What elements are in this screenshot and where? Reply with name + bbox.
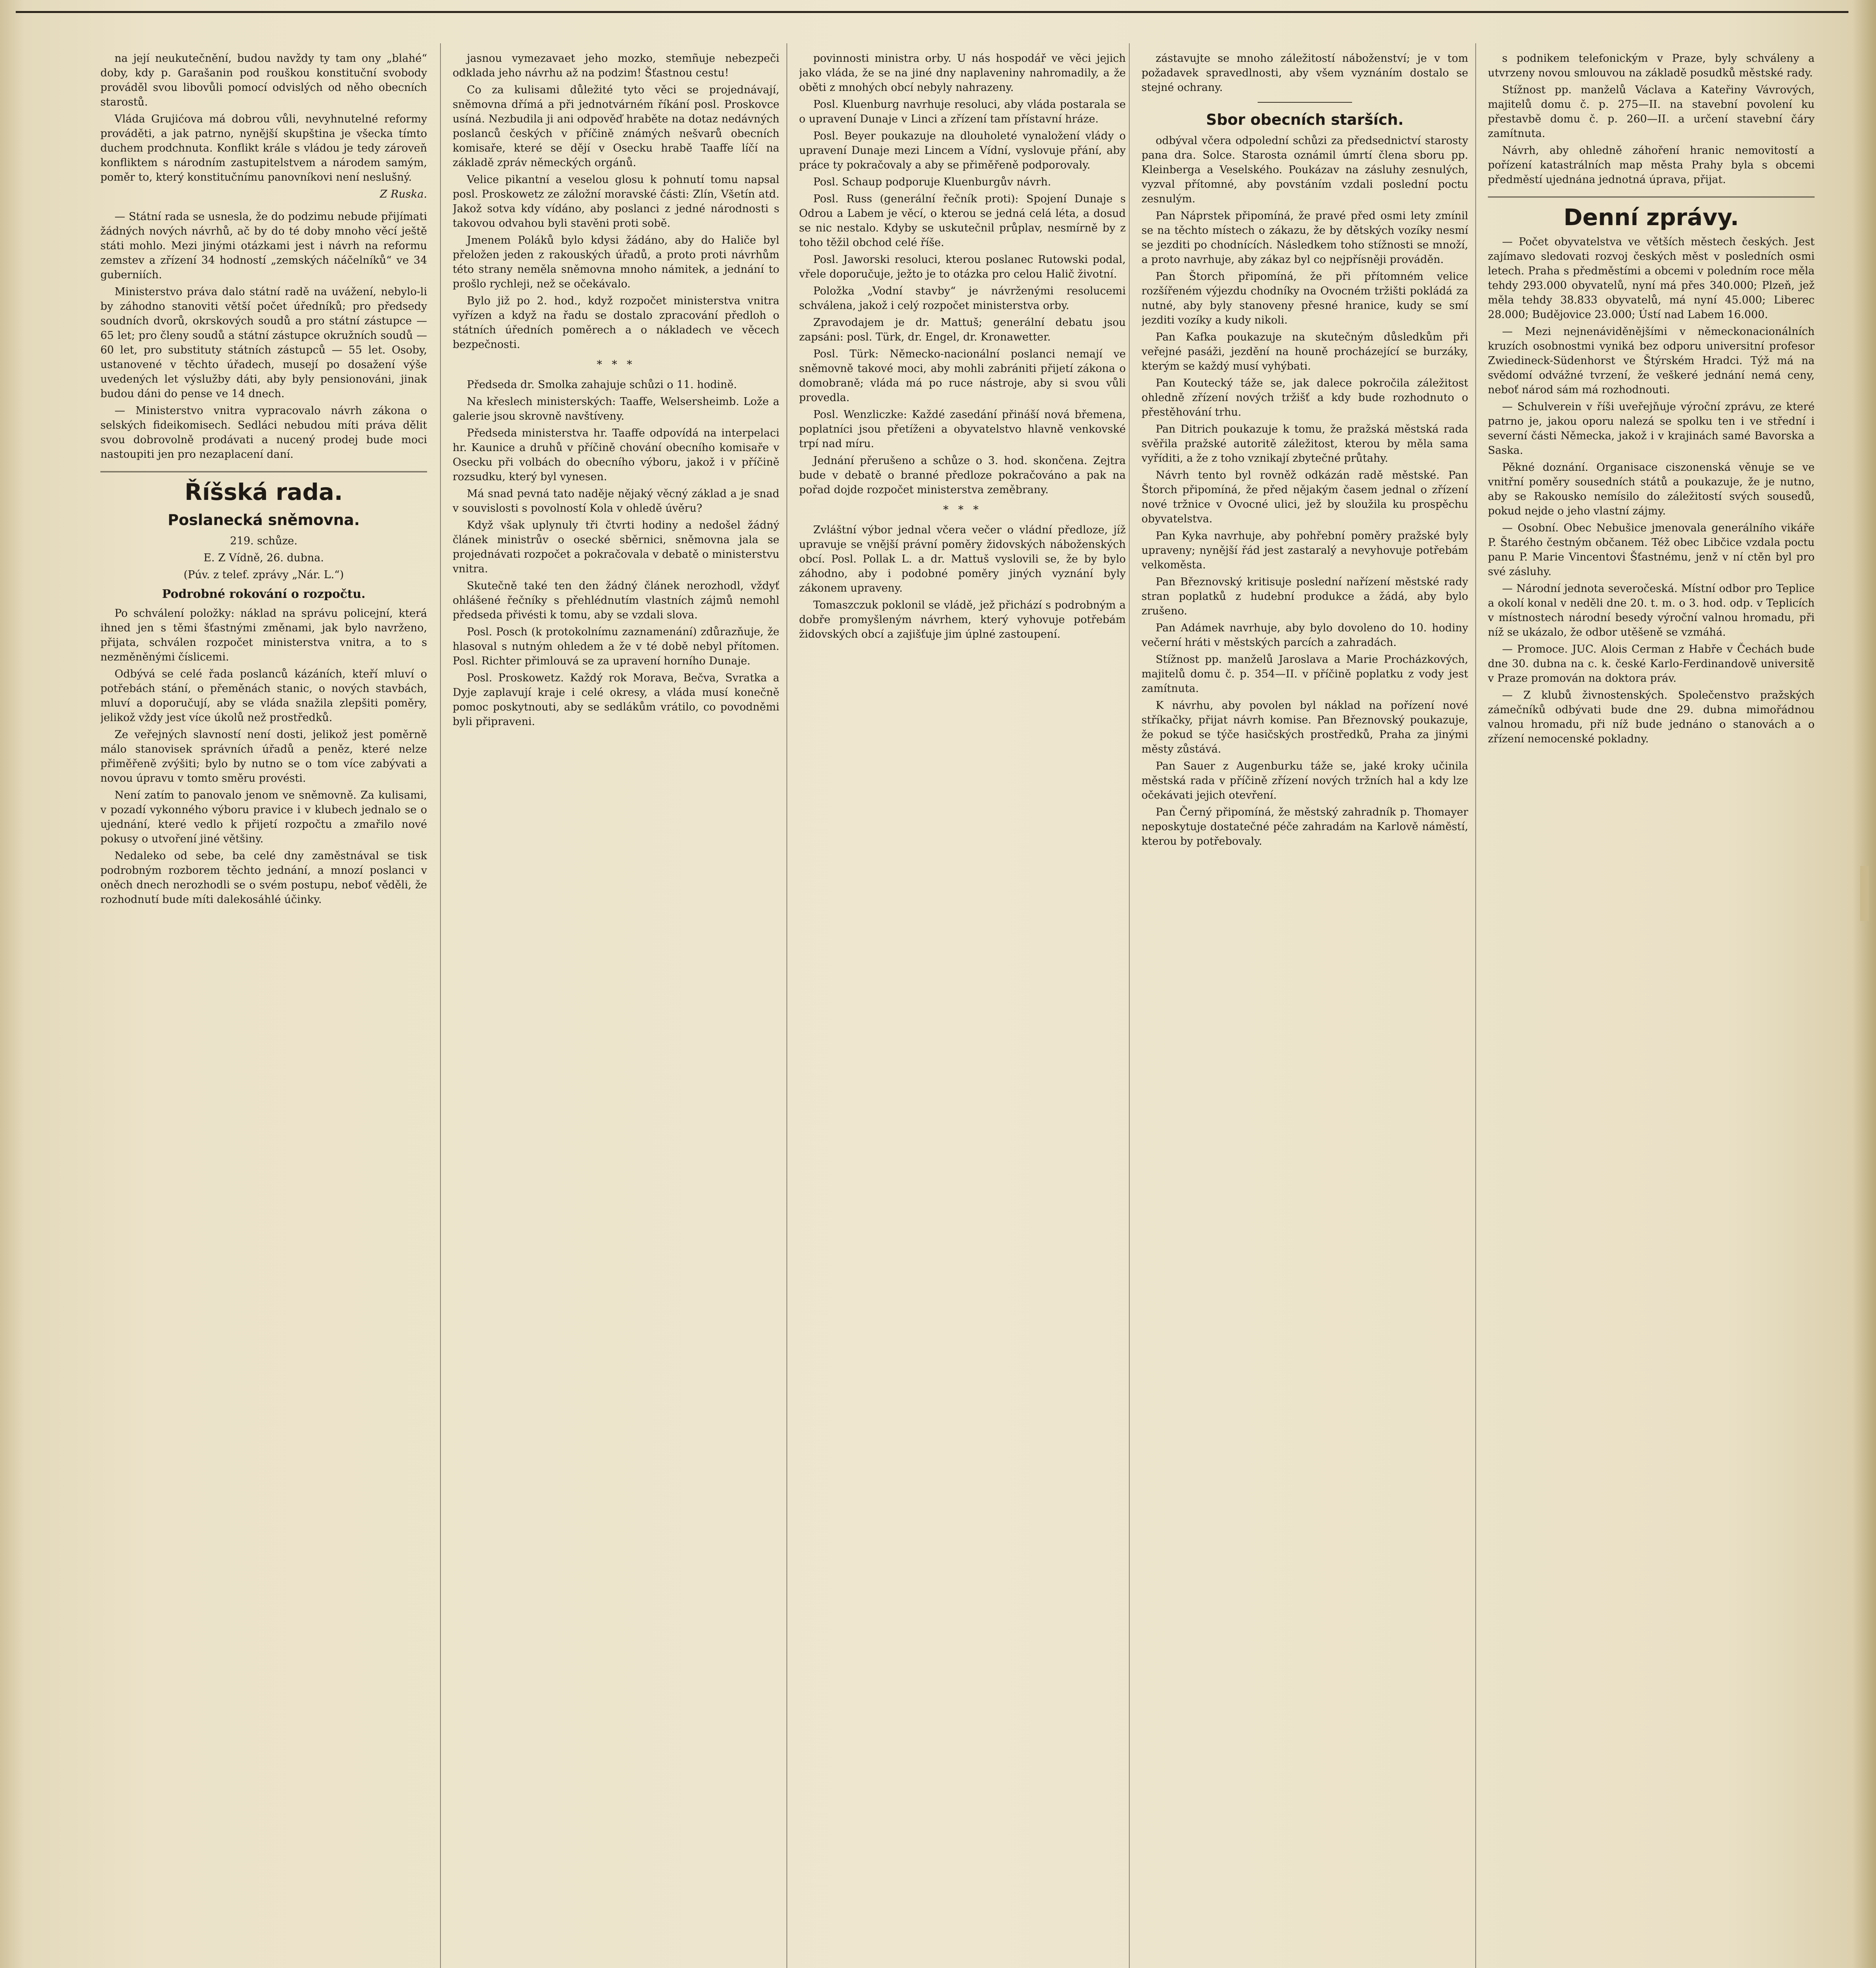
paragraph: jasnou vymezavaet jeho mozko, stemñuje nebezpeči odklada jeho návrhu až na podzim! Šťastnou cestu!	[453, 52, 779, 79]
paragraph: — Počet obyvatelstva ve větších městech českých. Jest zajímavo sledovati rozvoj českých měst v posledních osmi letech. Praha s předměstími a obcemi v poledním roce měla tehdy 293.000 obyvatelů, nyní má přes 340.000; Plzeň, jež měla tehdy 38.833 obyvatelů, má nyní 45.000; Liberec 28.000; Budějovice 23.000; Ústí nad Labem 16.000.	[1488, 236, 1815, 321]
column-3	[799, 51, 1126, 1968]
paragraph: Má snad pevná tato naděje nějaký věcný základ a je snad v souvislosti s povolností Kola v ohledě úvěru?	[453, 488, 779, 514]
paragraph: zástavujte se mnoho záležitostí náboženství; je v tom požadavek spravedlnosti, aby všem vyznáním dostalo se stejné ochrany.	[1142, 52, 1468, 94]
paragraph: Jednání přerušeno a schůze o 3. hod. skončena. Zejtra bude v debatě o branné předloze pokračováno a pak na pořad dojde rozpočet ministerstva zeměbrany.	[799, 455, 1126, 496]
paragraph: Co za kulisami důležité tyto věci se projednávají, sněmovna dřímá a při jednotvárném říkání posl. Proskovce usíná. Nezbudila ji ani odpověď hraběte na dotaz nedávných poslanců českých v příčině známých nešvarů obecních komisaře, které se dějí v Osecku hrabě Taaffe líčí na základě zpráv německých orgánů.	[453, 84, 779, 169]
section-rule	[1258, 102, 1352, 103]
section-title: Sbor obecních starších.	[1206, 111, 1404, 128]
paper-right-edge	[1852, 0, 1876, 1968]
paragraph: Posl. Beyer poukazuje na dlouholeté vynaložení vlády o upravení Dunaje mezi Lincem a Vídní, vyslovuje přání, aby práce ty pokračovaly a aby se přiměřeně podporovaly.	[799, 130, 1126, 171]
paragraph: Pan Koutecký táže se, jak dalece pokročila záležitost ohledně zřízení nových tržišť a kdy bude rozhodnuto o přestěhování trhu.	[1142, 377, 1468, 418]
column-divider	[440, 43, 441, 1968]
paragraph: Zpravodajem je dr. Mattuš; generální debatu jsou zapsáni: posl. Türk, dr. Engel, dr. Kronawetter.	[799, 316, 1126, 343]
paragraph: Položka „Vodní stavby“ je návrženými resolucemi schválena, jakož i celý rozpočet ministerstva orby.	[799, 285, 1126, 312]
paragraph: Posl. Schaup podporuje Kluenburgův návrh.	[813, 176, 1051, 188]
paragraph: Pan Sauer z Augenburku táže se, jaké kroky učinila městská rada v příčině zřízení nových tržních hal a kdy lze očekávati jejich otevření.	[1142, 760, 1468, 801]
section-subtitle: Poslanecká sněmovna.	[168, 511, 360, 529]
paragraph: Předseda ministerstva hr. Taaffe odpovídá na interpelaci hr. Kaunice a druhů v příčině chování obecního komisaře v Osecku při volbách do obecního výboru, jakož i v příčině rozsudku, který byl vynesen.	[453, 427, 779, 483]
paragraph: Odbývá se celé řada poslanců kázáních, kteří mluví o potřebách stání, o přeměnách stanic, o nových stavbách, mluví a doporučují, aby se vláda snažila zlepšiti poměry, jelikož vždy jest více úkolů než prostředků.	[100, 668, 427, 724]
paragraph: — Národní jednota severočeská. Místní odbor pro Teplice a okolí konal v neděli dne 20. t. m. o 3. hod. odp. v Teplicích v místnostech národní besedy výroční valnou hromadu, při níž se ukázalo, že odbor utěšeně se vzmáhá.	[1488, 583, 1815, 638]
paragraph: Pan Kafka poukazuje na skutečným důsledkům při veřejné pasáži, jezdění na houně procházející se burzáky, kterým se každý musí vyhýbati.	[1142, 331, 1468, 372]
paragraph: K návrhu, aby povolen byl náklad na pořízení nové stříkačky, přijat návrh komise. Pan Březnovský poukazuje, že pokud se týče hasičských prostředků, Praha za jinými městy zůstává.	[1142, 699, 1468, 755]
paragraph: — Z klubů živnostenských. Společenstvo pražských zámečníků odbývati bude dne 29. dubna mimořádnou valnou hromadu, při níž bude jednáno o stanovách a o zřízení nemocenské pokladny.	[1488, 689, 1815, 745]
column-divider	[1475, 43, 1476, 1968]
paragraph: Není zatím to panovalo jenom ve sněmovně. Za kulisami, v pozadí vykonného výboru pravice i v klubech jednalo se o ujednání, které vedlo k přijetí rozpočtu a zmařilo nové pokusy o utvoření jiné většiny.	[100, 789, 427, 845]
paragraph: Pan Náprstek připomíná, že pravé před osmi lety zmínil se na těchto místech o zákazu, že by dětských vozíky nesmí se jezditi po chodnících. Následkem toho stížnosti se množí, a proto navrhuje, aby zákaz byl co nejpřísněji prováděn.	[1142, 210, 1468, 266]
binding-tab	[1860, 866, 1869, 921]
section-heading: Z Ruska.	[380, 188, 427, 200]
paragraph: Skutečně také ten den žádný článek nerozhodl, vždyť ohlášené řečníky s přehlédnutím vlastních zájmů nemohl předseda přivésti k tomu, aby se vzdali slova.	[453, 580, 779, 621]
paragraph: Po schválení položky: náklad na správu policejní, která ihned jen s těmi šťastnými změnami, jak bylo navrženo, přijata, schválen rozpočet ministerstva vnitra, a to s nezměněnými číslicemi.	[100, 607, 427, 663]
paragraph: Pan Březnovský kritisuje poslední nařízení městské rady stran poplatků z hudební produkce a žádá, aby bylo zrušeno.	[1142, 576, 1468, 617]
paragraph: Když však uplynuly tři čtvrti hodiny a nedošel žádný článek ministrův o osecké sběrnici, sněmovna jala se projednávati rozpočet a pokračovala v debatě o ministerstvu vnitra.	[453, 519, 779, 575]
section-rule	[100, 471, 427, 472]
section-rule	[1488, 196, 1815, 198]
paragraph: Ze veřejných slavností není dosti, jelikož jest poměrně málo stanovisek správních úřadů a peněz, které nelze přiměřeně zvýšiti; bylo by nutno se o tom více zabývati a novou úpravu v tomto směru provésti.	[100, 729, 427, 784]
paragraph: odbýval včera odpolední schůzi za předsednictví starosty pana dra. Solce. Starosta oznámil úmrtí člena sboru pp. Kleinberga a Veselského. Poukázav na zásluhy zesnulých, vyzval přítomné, aby povstáním vzdali poslední poctu zesnulým.	[1142, 135, 1468, 205]
paragraph: Pan Kyka navrhuje, aby pohřební poměry pražské byly upraveny; nynější řád jest zastaralý a nevyhovuje potřebám velkoměsta.	[1142, 530, 1468, 571]
paragraph: Pan Ditrich poukazuje k tomu, že pražská městská rada svěřila pražské autoritě záležitost, kterou by měla sama vyříditi, a že z toho vznikají zbytečné průtahy.	[1142, 423, 1468, 464]
paragraph: Jmenem Poláků bylo kdysi žádáno, aby do Haliče byl přeložen jeden z rakouských úřadů, a proto proti návrhům této strany neměla sněmovna mnoho námitek, a jednání to prošlo rychleji, než se očekávalo.	[453, 234, 779, 290]
paragraph: Posl. Posch (k protokolnímu zaznamenání) zdůrazňuje, že hlasoval s nutným ohledem a že v té době nebyl přítomen. Posl. Richter přimlouvá se za upravení horního Dunaje.	[453, 626, 779, 667]
paragraph: Pěkné doznání. Organisace ciszonenská věnuje se ve vnitřní poměry sousedních států a poukazuje, že je nutno, aby se Rakousko nemísilo do záležitostí svých sousedů, pokud nejde o jeho vlastní zájmy.	[1488, 461, 1815, 517]
paragraph: Na křeslech ministerských: Taaffe, Welsersheimb. Lože a galerie jsou skrovně navštíveny.	[453, 396, 779, 422]
paragraph: Pan Černý připomíná, že městský zahradník p. Thomayer neposkytuje dostatečné péče zahradám na Karlově náměstí, kterou by potřebovaly.	[1142, 806, 1468, 847]
paragraph: — Osobní. Obec Nebušice jmenovala generálního vikáře P. Štarého čestným občanem. Též obec Libčice vzdala poctu panu P. Marie Vincentovi Šťastnému, jenž v ní ctěn byl pro své zásluhy.	[1488, 522, 1815, 578]
session-number: 219. schůze.	[230, 535, 298, 547]
dateline: E. Z Vídně, 26. dubna.	[204, 552, 324, 564]
paragraph: Stížnost pp. manželů Václava a Kateřiny Vávrových, majitelů domu č. p. 275—II. na stavební povolení ku přestavbě domu č. p. 260—II. a určení stavební čáry zamítnuta.	[1488, 84, 1815, 140]
paragraph: Návrh tento byl rovněž odkázán radě městské. Pan Štorch připomíná, že před nějakým časem jednal o zřízení nové tržnice v Ovocné ulici, jež by sloužila ku prospěchu obyvatelstva.	[1142, 469, 1468, 525]
top-rule	[16, 11, 1848, 13]
paragraph: Pan Štorch připomíná, že při přítomném velice rozšířeném výjezdu chodníky na Ovocném tržišti pokládá za nutné, aby byly stanoveny přesné hranice, kudy se smí jezditi vozíky a kudy nikoli.	[1142, 270, 1468, 326]
paragraph: — Ministerstvo vnitra vypracovalo návrh zákona o selských fideikomisech. Sedláci nebudou míti práva dělit svou dobrovolně prodávati a nucený prodej bude moci nastoupiti jen pro nezaplacení daní.	[100, 405, 427, 461]
article-heading: Podrobné rokování o rozpočtu.	[162, 587, 366, 601]
paragraph: Velice pikantní a veselou glosu k pohnutí tomu napsal posl. Proskowetz ze záložní moravské části: Zlín, Všetín atd. Jakož sotva kdy vídáno, aby poslanci z jedné národnosti s takovou odvahou byli stavěni proti sobě.	[453, 174, 779, 229]
paragraph: — Státní rada se usnesla, že do podzimu nebude přijímati žádných nových návrhů, ač by do té doby mnoho věcí ještě státi mohlo. Mezi jinými otázkami jest i návrh na reformu zemstev a zřízení 34 hodností „zemských náčelníků“ ve 34 guberniích.	[100, 211, 427, 281]
paragraph: Vláda Grujićova má dobrou vůli, nevyhnutelné reformy prováděti, a jak patrno, nynější skupština je všecka tímto duchem prodchnuta. Konflikt krále s vládou je tedy zároveň konfliktem s národním zastupitelstvem a národem samým, poměr to, který konstitučnímu panovníkovi není neslušný.	[100, 113, 427, 183]
paragraph: Nedaleko od sebe, ba celé dny zaměstnával se tisk podrobným rozborem těchto jednání, a mnozí poslanci v oněch dnech nerozhodli se o svém postupu, neboť věděli, že rozhodnutí bude míti dalekosáhlé účinky.	[100, 850, 427, 906]
paragraph: Bylo již po 2. hod., když rozpočet ministerstva vnitra vyřízen a když na řadu se dostalo zpracování předloh o státních úředních poměrech a o nákladech ve věcech bezpečnosti.	[453, 295, 779, 351]
paragraph: Zvláštní výbor jednal včera večer o vládní předloze, jíž upravuje se vnější právní poměry židovských náboženských obcí. Posl. Pollak L. a dr. Mattuš vyslovili se, že by bylo záhodno, aby i podobné poměry jiných vyznání byly zákonem upraveny.	[799, 524, 1126, 594]
paragraph: — Schulverein v říši uveřejňuje výroční zprávu, ze které patrno je, jakou oporu nalezá se spolku ten i ve střední i severní části Německa, jakož i v krajinách samé Bavorska a Saska.	[1488, 401, 1815, 457]
section-title: Denní zprávy.	[1563, 204, 1739, 231]
paragraph: s podnikem telefonickým v Praze, byly schváleny a utvrzeny novou smlouvou na základě posudků městské rady.	[1488, 52, 1815, 79]
paragraph: Stížnost pp. manželů Jaroslava a Marie Procházkových, majitelů domu č. p. 354—II. v příčině poplatku z vody jest zamítnuta.	[1142, 653, 1468, 695]
paragraph: Pan Adámek navrhuje, aby bylo dovoleno do 10. hodiny večerní hráti v městských parcích a zahradách.	[1142, 622, 1468, 649]
paragraph: Posl. Jaworski resoluci, kterou poslanec Rutowski podal, vřele doporučuje, ježto je to otázka pro celou Halič životní.	[799, 253, 1126, 280]
paragraph: Posl. Türk: Německo-nacionální poslanci nemají ve sněmovně takové moci, aby mohli zabrániti přijetí zákona o domobraně; vláda má po ruce nástroje, aby si svou vůli provedla.	[799, 348, 1126, 404]
paragraph: Posl. Proskowetz. Každý rok Morava, Bečva, Svratka a Dyje zaplavují kraje i celé okresy, a vláda musí konečně pomoc poskytnouti, aby se sedlákům vrátilo, co povodněmi byli připraveni.	[453, 672, 779, 728]
column-4	[1142, 51, 1468, 1968]
paragraph: — Promoce. JUC. Alois Cerman z Habře v Čechách bude dne 30. dubna na c. k. české Karlo-Ferdinandově universitě v Praze promován na doktora práv.	[1488, 643, 1815, 684]
paragraph: povinnosti ministra orby. U nás hospodář ve věci jejich jako vláda, že se na jiné dny naplaveniny nahromadily, a že oběti z mnohých obcí nebyly nahrazeny.	[799, 52, 1126, 94]
separator: * * *	[943, 504, 982, 516]
paragraph: na její neukutečnění, budou navždy ty tam ony „blahé“ doby, kdy p. Garašanin pod rouškou konstituční svobody prováděl svou libovůli pomocí odvislých od něho obecních starostů.	[100, 52, 427, 108]
column-5	[1488, 51, 1815, 1968]
paragraph: Posl. Kluenburg navrhuje resoluci, aby vláda postarala se o upravení Dunaje v Linci a zřízení tam přístavní hráze.	[799, 98, 1126, 125]
column-divider	[786, 43, 787, 1968]
column-divider	[1129, 43, 1130, 1968]
paper-left-edge	[0, 0, 24, 1968]
paragraph: — Mezi nejnenáviděnějšími v německonacionálních kruzích osobnostmi vyniká bez odporu universitní profesor Zwiedineck-Südenhorst ve Štýrském Hradci. Týž má na svědomí odvážné tvrzení, že veškeré jednání nemá ceny, neboť národ sám má rozhodnouti.	[1488, 326, 1815, 396]
source-note: (Púv. z telef. zprávy „Nár. L.“)	[183, 569, 344, 581]
separator: * * *	[597, 359, 635, 371]
paragraph: Ministerstvo práva dalo státní radě na uvážení, nebylo-li by záhodno stanoviti větší počet úředníků; pro předsedy soudních dvorů, okrskových soudů a pro státní zástupce — 65 let; pro členy soudů a státní zástupce okružních soudů — 60 let, pro substituty státních zástupců — 55 let. Osoby, ustanovené v těchto úřadech, musejí po dosažení výše uvedených let výslužby dáti, aby byly pensionováni, jinak budou dáni do pense ve 14 dnech.	[100, 286, 427, 400]
paragraph: Návrh, aby ohledně záhoření hranic nemovitostí a pořízení katastrálních map města Prahy byla s obcemi předměstí ujednána jednotná úprava, přijat.	[1488, 144, 1815, 186]
paragraph: Posl. Russ (generální řečník proti): Spojení Dunaje s Odrou a Labem je věcí, o kterou se jedná celá léta, a dosud se nic nestalo. Kdyby se uskutečnil průplav, nesmírně by z toho těžil obchod celé říše.	[799, 193, 1126, 249]
column-1	[100, 51, 427, 1968]
section-title: Říšská rada.	[185, 479, 343, 505]
paragraph: Předseda dr. Smolka zahajuje schůzi o 11. hodině.	[467, 379, 737, 391]
paragraph: Posl. Wenzliczke: Každé zasedání přináší nová břemena, poplatníci jsou přetíženi a obyvatelstvo hlavně venkovské trpí nad míru.	[799, 409, 1126, 450]
paragraph: Tomaszczuk poklonil se vládě, jež přichází s podrobným a dobře promyšleným návrhem, který vyhovuje potřebám židovských obcí a zajišťuje jim úplné zastoupení.	[799, 599, 1126, 640]
column-2	[453, 51, 779, 1968]
